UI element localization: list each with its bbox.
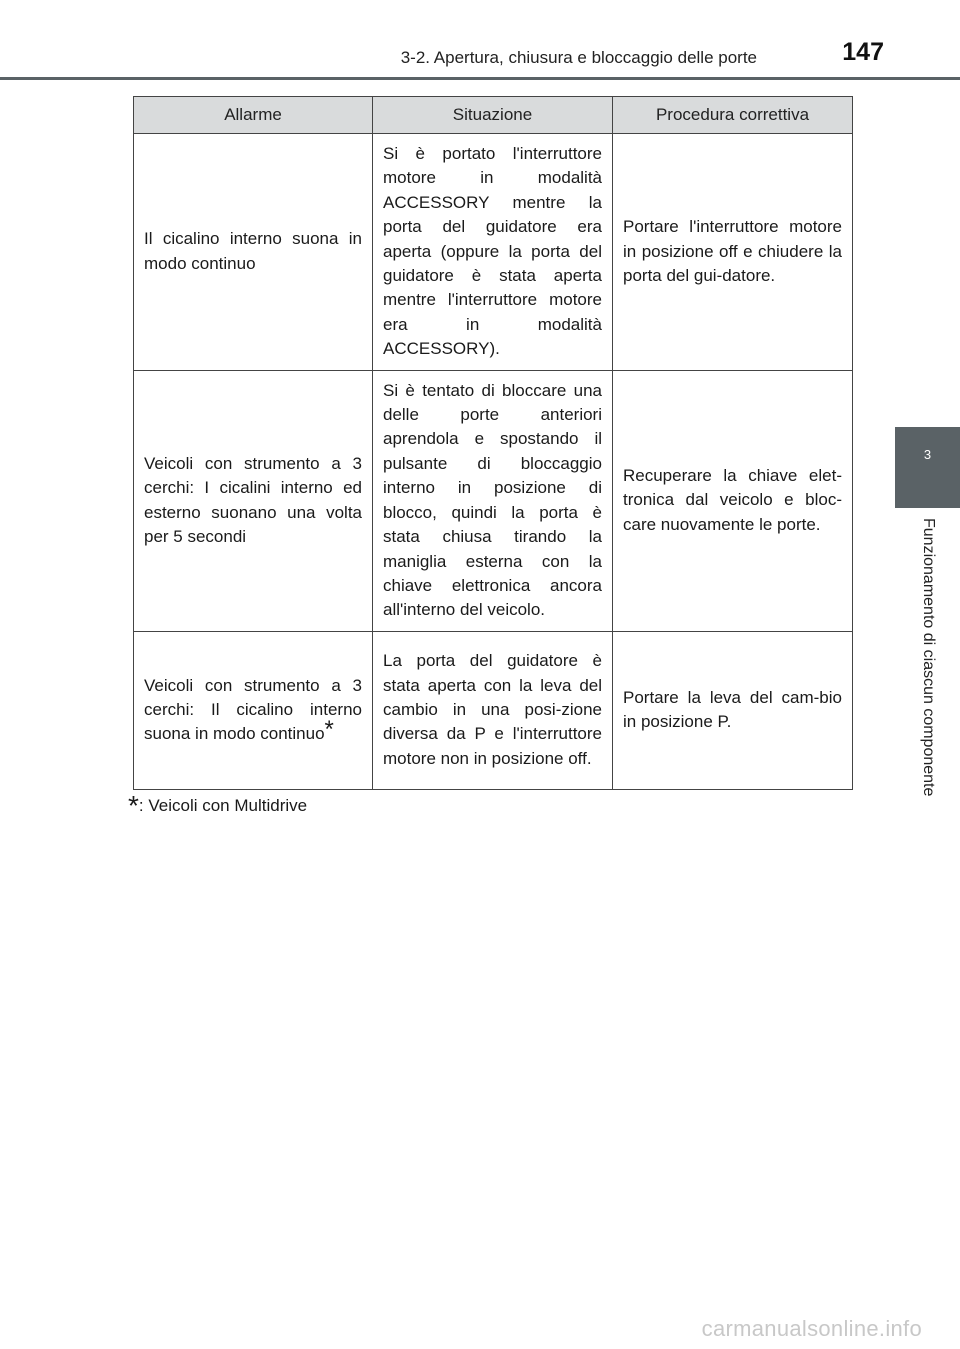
table-row [134, 631, 853, 789]
footnote-marker: * [324, 716, 334, 744]
chapter-tab [895, 427, 960, 508]
table-row [134, 370, 853, 631]
alarm-table [133, 96, 853, 790]
page-number: 147 [842, 38, 884, 66]
column-header-situation: Situazione [373, 97, 613, 134]
chapter-number: 3 [923, 447, 932, 462]
header-rule [0, 77, 960, 80]
column-header-alarm: Allarme [134, 97, 373, 134]
footnote-marker: * [128, 790, 139, 821]
column-header-action: Procedura correttiva [613, 97, 853, 134]
footnote [128, 790, 307, 822]
alarm-text: Veicoli con strumento a 3 cerchi: Il cicalino interno suona in modo continuo [144, 675, 362, 744]
table-header-row [134, 97, 853, 134]
action-cell: Recuperare la chiave elet-tronica dal veicolo e bloc-care nuovamente le porte. [613, 370, 853, 631]
alarm-cell: Veicoli con strumento a 3 cerchi: I cicalini interno ed esterno suonano una volta per 5 secondi [134, 370, 373, 631]
alarm-cell: Il cicalino interno suona in modo continuo [134, 134, 373, 371]
chapter-label: Funzionamento di ciascun componente [920, 518, 937, 797]
action-cell: Portare l'interruttore motore in posizione off e chiudere la porta del gui-datore. [613, 134, 853, 371]
action-cell: Portare la leva del cam-bio in posizione P. [613, 631, 853, 789]
watermark: carmanualsonline.info [701, 1316, 922, 1341]
section-title: 3-2. Apertura, chiusura e bloccaggio delle porte [400, 48, 757, 67]
page-header [0, 0, 960, 80]
alarm-cell [134, 631, 373, 789]
footnote-text: : Veicoli con Multidrive [138, 796, 308, 815]
table-row [134, 134, 853, 371]
situation-cell: Si è portato l'interruttore motore in modalità ACCESSORY mentre la porta del guidatore era aperta (oppure la porta del guidatore è stata aperta mentre l'interruttore motore era in modalità ACCESSORY). [373, 134, 613, 371]
situation-cell: Si è tentato di bloccare una delle porte anteriori aprendola e spostando il pulsante di bloccaggio interno in posizione di blocco, quindi la porta è stata chiusa tirando la maniglia esterna con la chiave elettronica ancora all'interno del veicolo. [373, 370, 613, 631]
situation-cell: La porta del guidatore è stata aperta con la leva del cambio in una posi-zione diversa da P e l'interruttore motore non in posizione off. [373, 631, 613, 789]
